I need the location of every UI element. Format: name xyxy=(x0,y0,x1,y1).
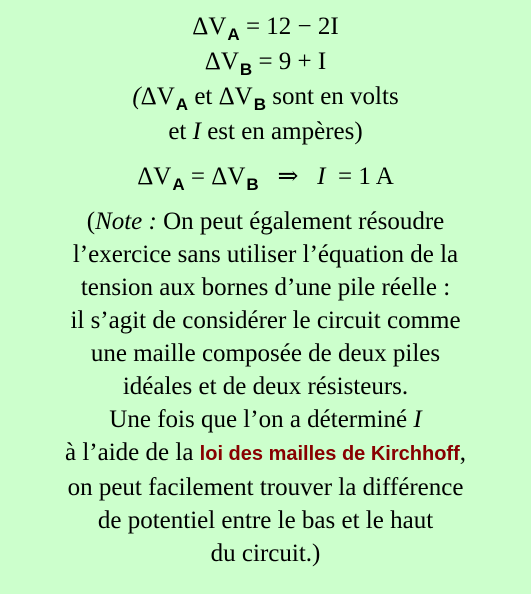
note-line-9: on peut facilement trouver la différence xyxy=(67,474,464,501)
note-line-5: une maille composée de deux piles xyxy=(90,340,441,367)
delta-v-symbol: ΔV xyxy=(192,13,227,40)
note-line-11: du circuit.) xyxy=(210,540,321,567)
note-line-10: de potentiel entre le bas et le haut xyxy=(97,507,434,534)
delta-v-symbol: ΔV xyxy=(204,48,239,75)
note-line-7: Une fois que l’on a déterminé I xyxy=(109,406,422,433)
note-line-2: l’exercice sans utiliser l’équation de la xyxy=(72,241,459,268)
note-line-3: tension aux bornes d’une pile réelle : xyxy=(80,274,451,301)
equation-b-rhs: = 9 + I xyxy=(252,48,327,75)
note-line-6: idéales et de deux résisteurs. xyxy=(122,373,409,400)
equation-a-rhs: = 12 − 2I xyxy=(239,13,339,40)
units-note-line-1: ($\Delta V_A$ et $\Delta V_B$ sont en volts xyxy=(132,83,399,114)
note-line-1: (Note : On peut également résoudre xyxy=(86,208,445,235)
kirchhoff-law-link[interactable]: loi des mailles de Kirchhoff xyxy=(199,443,460,465)
units-note-line-2: et I est en ampères) xyxy=(168,118,363,145)
note-line-4: il s’agit de considérer le circuit comme xyxy=(70,307,461,334)
note-line-8: à l’aide de la loi des mailles de Kirchhoff, xyxy=(65,439,466,466)
implies-arrow: ⇒ xyxy=(258,163,318,190)
subscript-b: B xyxy=(239,60,253,79)
subscript-a: A xyxy=(227,25,240,44)
result-value: = 1 A xyxy=(325,163,394,190)
result-equation: $\Delta V_A = \Delta V_B$ ⇒ I = 1 A xyxy=(137,163,394,194)
note-label: Note : xyxy=(95,208,157,235)
equation-b xyxy=(0,45,531,80)
equation-a xyxy=(0,10,531,45)
